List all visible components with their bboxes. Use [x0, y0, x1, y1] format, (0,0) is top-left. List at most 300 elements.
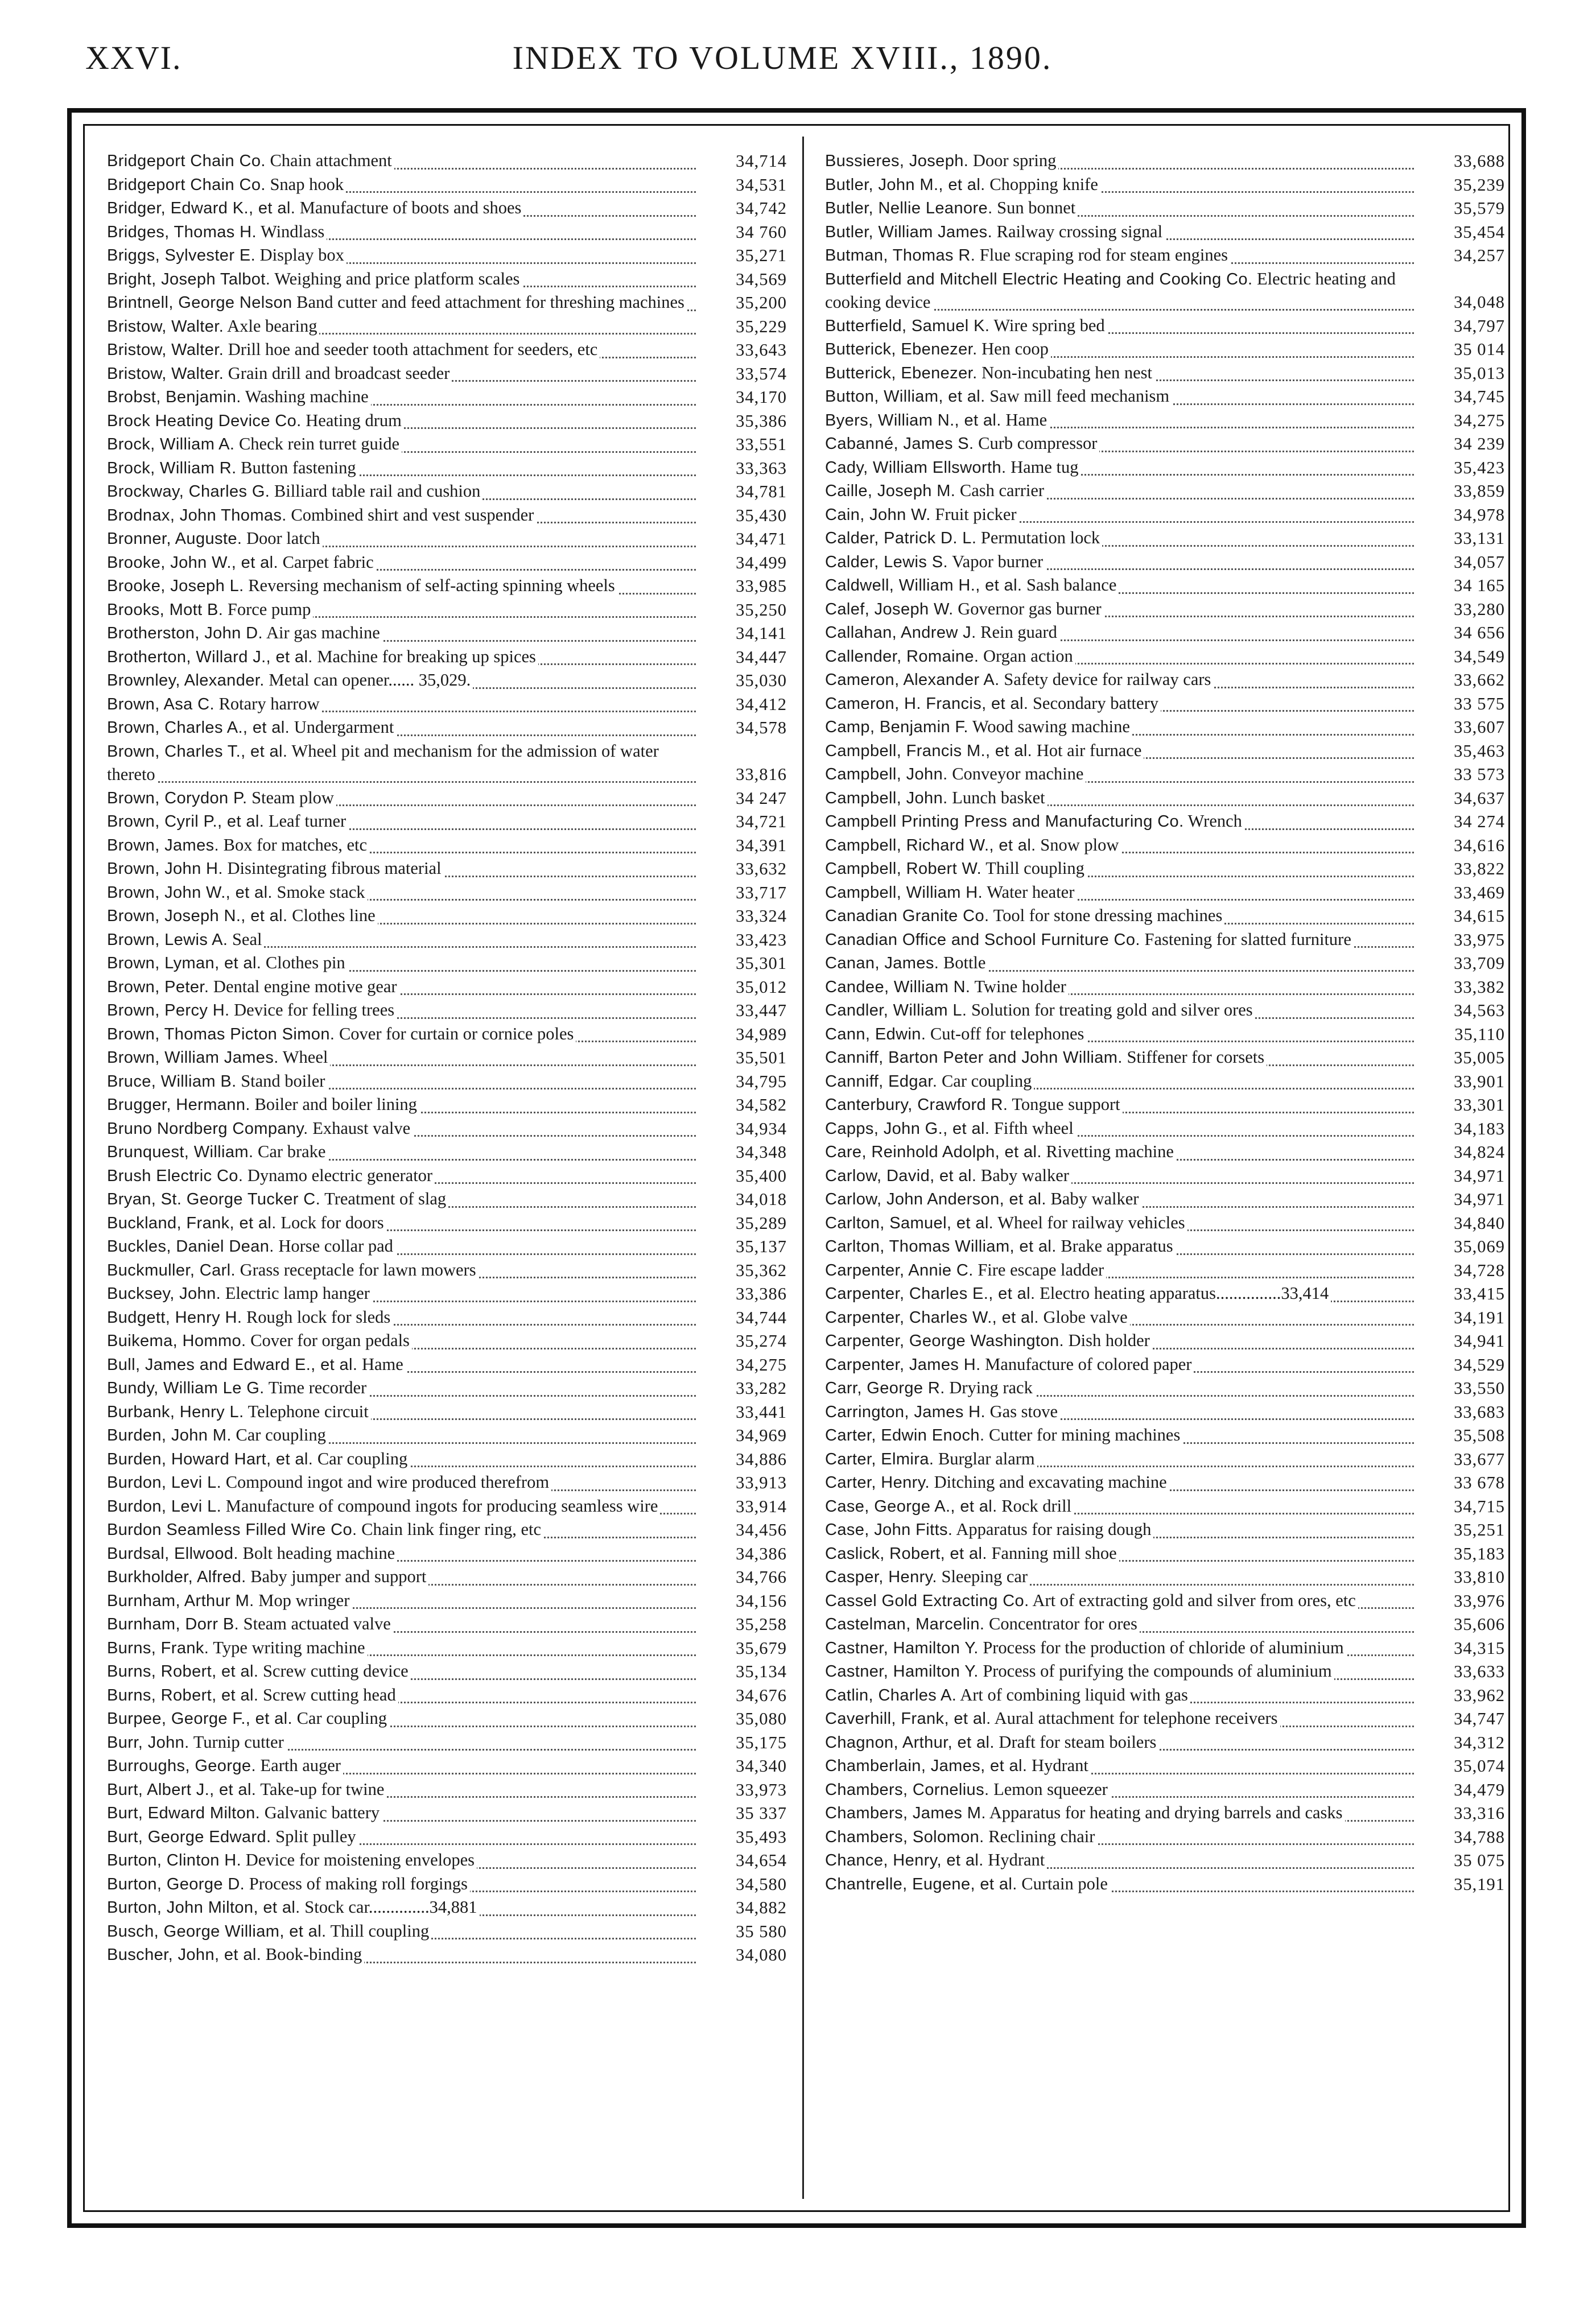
patent-number: 33 575 [1454, 694, 1505, 713]
index-entry-text [107, 1825, 696, 1849]
index-entry-text [825, 1447, 1414, 1471]
patentee-name: Brooks, Mott B. [107, 600, 224, 619]
patentee-name: Calder, Lewis S. [825, 552, 948, 571]
patentee-name: Capps, John G., et al. [825, 1119, 990, 1138]
patentee-name: Burns, Frank. [107, 1638, 209, 1657]
index-entry-text [825, 1660, 1414, 1683]
index-entry-text [825, 810, 1414, 833]
patent-number: 35,301 [736, 954, 787, 973]
patentee-name: Budgett, Henry H. [107, 1308, 242, 1327]
index-entry-text [107, 1046, 696, 1070]
invention-description: Apparatus for heating and drying barrels and casks [989, 1803, 1343, 1822]
index-entry [107, 975, 787, 999]
patentee-name: Bussieres, Joseph. [825, 152, 969, 170]
patentee-name: Burton, Clinton H. [107, 1851, 242, 1869]
index-entry-text [825, 833, 1414, 857]
index-entry [107, 1211, 787, 1235]
index-entry [107, 1636, 787, 1660]
index-entry-text [107, 267, 696, 291]
invention-description: Device for felling trees [234, 1000, 395, 1020]
invention-description: Disintegrating fibrous material [227, 859, 442, 878]
patent-number: 33,662 [1454, 670, 1505, 690]
invention-description: Hydrant [1031, 1756, 1088, 1775]
patentee-name: Burkholder, Alfred. [107, 1568, 246, 1586]
patentee-name: Burdon Seamless Filled Wire Co. [107, 1521, 357, 1539]
index-entry-text [825, 1211, 1414, 1235]
index-entry [825, 739, 1505, 763]
invention-description: Wheel pit and mechanism for the admission of water thereto [107, 741, 659, 784]
patentee-name: Canniff, Edgar. [825, 1072, 938, 1091]
invention-description: Cash carrier [959, 481, 1045, 500]
patentee-name: Buikema, Hommo. [107, 1332, 246, 1350]
patentee-name: Brobst, Benjamin. [107, 388, 241, 406]
index-entry-text [825, 173, 1414, 197]
invention-description: Wheel for railway vehicles [997, 1212, 1185, 1232]
patentee-name: Brown, Corydon P. [107, 789, 248, 807]
patentee-name: Carlow, David, et al. [825, 1166, 977, 1185]
index-entry-text [107, 1400, 696, 1424]
patentee-name: Busch, George William, et al. [107, 1922, 327, 1941]
patentee-name: Brock, William R. [107, 459, 237, 477]
index-entry-text [107, 1329, 696, 1353]
patentee-name: Burt, Edward Milton. [107, 1804, 261, 1822]
patentee-name: Brodnax, John Thomas. [107, 506, 287, 525]
patent-number: 35,137 [736, 1237, 787, 1256]
invention-description: Hydrant [988, 1850, 1045, 1869]
patentee-name: Chambers, Solomon. [825, 1827, 984, 1846]
patent-number: 34,529 [1454, 1355, 1505, 1375]
invention-description: Lock for doors [281, 1212, 384, 1232]
invention-description: Electric heating and cooking device [825, 269, 1396, 312]
patent-number: 34,969 [736, 1426, 787, 1445]
patent-number: 33,976 [1454, 1591, 1505, 1611]
index-entry [825, 267, 1505, 314]
index-entry [825, 243, 1505, 267]
index-entry [107, 716, 787, 740]
index-entry [107, 527, 787, 551]
patent-number: 35,501 [736, 1048, 787, 1067]
index-entry-text [825, 1518, 1414, 1542]
index-entry-text [825, 975, 1414, 999]
patent-number: 35,239 [1454, 175, 1505, 195]
index-entry-text [107, 786, 696, 810]
patentee-name: Buscher, John, et al. [107, 1946, 262, 1964]
patentee-name: Brooke, John W., et al. [107, 553, 278, 572]
invention-description: Cover for curtain or cornice poles [339, 1023, 574, 1043]
index-entry-text [825, 267, 1414, 314]
index-entry [107, 1943, 787, 1967]
invention-description: Screw cutting device [262, 1661, 409, 1681]
index-entry-text [825, 1801, 1414, 1825]
patent-number: 34 165 [1454, 576, 1505, 595]
patent-number: 34,840 [1454, 1213, 1505, 1233]
index-entry [825, 1329, 1505, 1353]
patentee-name: Chambers, James M. [825, 1804, 986, 1822]
patent-number: 34 247 [736, 788, 787, 808]
patentee-name: Brown, Joseph N., et al. [107, 907, 288, 925]
index-entry-text [107, 1235, 696, 1258]
patent-number: 35,258 [736, 1615, 787, 1634]
invention-description: Manufacture of colored paper [985, 1354, 1192, 1374]
index-entry [107, 1423, 787, 1447]
patentee-name: Brown, Peter. [107, 977, 209, 996]
patent-number: 35 014 [1454, 340, 1505, 359]
index-entry-text [825, 149, 1414, 173]
invention-description: Turnip cutter [193, 1732, 284, 1752]
index-entry [825, 1447, 1505, 1471]
patent-number: 33,382 [1454, 977, 1505, 997]
index-entry [107, 1093, 787, 1117]
page-number: XXVI. [85, 39, 182, 76]
index-entry-text [107, 1258, 696, 1282]
index-entry [107, 1778, 787, 1802]
patentee-name: Bristow, Walter. [107, 364, 224, 383]
index-entry-text [107, 1140, 696, 1164]
index-entry [825, 881, 1505, 905]
index-entry [825, 1848, 1505, 1872]
patentee-name: Chamberlain, James, et al. [825, 1757, 1028, 1775]
patent-number: 34,582 [736, 1095, 787, 1115]
invention-description: Billiard table rail and cushion [274, 481, 481, 501]
patent-number: 33,709 [1454, 954, 1505, 973]
patentee-name: Buckmuller, Carl. [107, 1261, 236, 1280]
index-entry-text [107, 1565, 696, 1589]
patentee-name: Care, Reinhold Adolph, et al. [825, 1143, 1042, 1161]
patent-number: 33,822 [1454, 859, 1505, 878]
invention-description: Aural attachment for telephone receivers [994, 1708, 1278, 1728]
patentee-name: Bundy, William Le G. [107, 1379, 265, 1397]
index-entry-text [825, 786, 1414, 810]
index-entry [107, 1376, 787, 1400]
patent-number: 33,316 [1454, 1803, 1505, 1823]
patent-number: 35,579 [1454, 199, 1505, 218]
index-entry-text [825, 881, 1414, 905]
index-entry [825, 1353, 1505, 1377]
patent-number: 33 678 [1454, 1473, 1505, 1492]
index-entry-text [107, 196, 696, 220]
index-entry-text [825, 692, 1414, 716]
patent-number: 35,012 [736, 977, 787, 997]
index-entry [107, 1542, 787, 1566]
index-entry-text [107, 527, 696, 551]
patentee-name: Burnham, Arthur M. [107, 1591, 254, 1610]
index-entry-text [107, 1164, 696, 1188]
index-entry [107, 668, 787, 692]
patent-number: 33,688 [1454, 151, 1505, 171]
patentee-name: Burdon, Levi L. [107, 1497, 222, 1516]
patentee-name: Callender, Romaine. [825, 647, 979, 666]
patentee-name: Casper, Henry. [825, 1568, 937, 1586]
patent-number: 33,282 [736, 1379, 787, 1398]
patentee-name: Campbell, John. [825, 789, 948, 807]
index-entry-text [825, 1022, 1414, 1046]
invention-description: Heating drum [306, 410, 402, 430]
patent-number: 34,563 [1454, 1001, 1505, 1020]
invention-description: Screw cutting head [262, 1685, 396, 1704]
patent-number: 35,183 [1454, 1543, 1505, 1563]
index-entry-text [107, 928, 696, 952]
index-entry-text [825, 1495, 1414, 1518]
patent-number: 34,721 [736, 812, 787, 831]
patent-number: 34,797 [1454, 316, 1505, 336]
index-entry-text [825, 1164, 1414, 1188]
patentee-name: Catlin, Charles A. [825, 1686, 957, 1704]
index-entry [825, 715, 1505, 739]
invention-description: Organ action [983, 646, 1073, 666]
patent-number: 35,251 [1454, 1520, 1505, 1540]
patentee-name: Bruce, William B. [107, 1072, 237, 1091]
index-entry-text [107, 1848, 696, 1872]
patentee-name: Burdon, Levi L. [107, 1474, 222, 1492]
index-entry-text [825, 1754, 1414, 1778]
index-entry [825, 1518, 1505, 1542]
index-entry [107, 1046, 787, 1070]
patentee-name: Brown, Cyril P., et al. [107, 812, 265, 831]
index-entry [825, 1636, 1505, 1660]
index-entry [825, 361, 1505, 385]
index-entry [107, 551, 787, 575]
index-entry [107, 645, 787, 669]
index-entry [825, 526, 1505, 550]
patent-number: 34,447 [736, 647, 787, 667]
patentee-name: Carlton, Samuel, et al. [825, 1214, 994, 1232]
invention-description: Permutation lock [980, 528, 1100, 547]
patent-number: 34,348 [736, 1142, 787, 1162]
index-entry [825, 597, 1505, 621]
index-entry [825, 1187, 1505, 1211]
patent-number: 34,580 [736, 1874, 787, 1894]
invention-description: Lunch basket [952, 787, 1045, 807]
invention-description: Fanning mill shoe [991, 1543, 1117, 1563]
index-entry [825, 1423, 1505, 1447]
index-entry-text [825, 951, 1414, 975]
index-entry-text [107, 1376, 696, 1400]
index-entry-text [825, 550, 1414, 574]
invention-description: Split pulley [275, 1826, 356, 1846]
patent-number: 34,766 [736, 1567, 787, 1587]
patentee-name: Brock Heating Device Co. [107, 411, 302, 430]
invention-description: Car coupling [317, 1448, 408, 1468]
patentee-name: Butler, William James. [825, 222, 993, 241]
invention-description: Bolt heading machine [242, 1543, 395, 1563]
patent-number: 35,134 [736, 1662, 787, 1681]
patent-number: 35,229 [736, 316, 787, 336]
index-entry-text [107, 1447, 696, 1471]
index-entry [825, 432, 1505, 456]
patentee-name: Burden, Howard Hart, et al. [107, 1450, 314, 1468]
index-entry [825, 810, 1505, 833]
index-entry-text [825, 220, 1414, 244]
index-entry-text [107, 881, 696, 905]
patent-number: 33,985 [736, 576, 787, 596]
index-entry [825, 503, 1505, 527]
patentee-name: Bronner, Auguste. [107, 530, 242, 548]
patentee-name: Burdsal, Ellwood. [107, 1544, 238, 1563]
invention-description: Stiffener for corsets [1127, 1047, 1265, 1067]
page-header [85, 39, 1479, 101]
patentee-name: Carpenter, James H. [825, 1355, 981, 1374]
index-entry [825, 1612, 1505, 1636]
index-entry-text [825, 1306, 1414, 1330]
index-entry-text [107, 243, 696, 267]
index-entry [825, 1164, 1505, 1188]
index-entry [107, 740, 787, 786]
patentee-name: Brown, Charles T., et al. [107, 742, 288, 761]
index-entry [107, 786, 787, 810]
index-entry [107, 1660, 787, 1683]
invention-description: Steam actuated valve [243, 1614, 391, 1633]
index-entry-text [825, 408, 1414, 432]
index-entry [107, 1164, 787, 1188]
patent-number: 33,973 [736, 1780, 787, 1800]
patent-number: 33,632 [736, 859, 787, 878]
patentee-name: Candee, William N. [825, 977, 971, 996]
index-entry-text [107, 173, 696, 197]
patent-number: 33,574 [736, 364, 787, 383]
invention-description: Rein guard [980, 622, 1057, 642]
patentee-name: Brotherston, John D. [107, 624, 263, 642]
patent-number: 35,423 [1454, 457, 1505, 477]
index-entry-text [825, 739, 1414, 763]
leader-dots [107, 781, 696, 783]
invention-description: Wire spring bed [993, 315, 1105, 335]
patent-number: 33,386 [736, 1284, 787, 1303]
invention-description: Secondary battery [1032, 693, 1158, 713]
patentee-name: Carter, Elmira. [825, 1450, 934, 1468]
patent-number: 34,882 [736, 1898, 787, 1917]
index-entry [107, 1140, 787, 1164]
index-entry [825, 173, 1505, 197]
invention-description: Grain drill and broadcast seeder [228, 363, 450, 383]
index-entry-text [107, 1683, 696, 1707]
index-entry-text [825, 1872, 1414, 1896]
patent-number: 35,493 [736, 1827, 787, 1847]
index-entry [107, 1329, 787, 1353]
patent-number: 35,271 [736, 246, 787, 265]
patent-number: 35,400 [736, 1166, 787, 1186]
patentee-name: Brugger, Hermann. [107, 1096, 250, 1114]
patent-number: 34,615 [1454, 906, 1505, 926]
index-entry [825, 1376, 1505, 1400]
invention-description: Leaf turner [268, 811, 347, 831]
index-entry [107, 928, 787, 952]
index-entry-text [825, 1542, 1414, 1566]
index-entry-text [107, 315, 696, 339]
patentee-name: Burton, John Milton, et al. [107, 1898, 300, 1917]
index-entry [825, 1211, 1505, 1235]
index-entry [107, 1306, 787, 1330]
index-entry [825, 668, 1505, 692]
patent-number: 33,914 [736, 1496, 787, 1516]
index-entry [107, 503, 787, 527]
patent-number: 34,616 [1454, 835, 1505, 855]
patent-number: 34,549 [1454, 646, 1505, 666]
index-entry-text [107, 362, 696, 386]
index-entry-text [825, 1848, 1414, 1872]
index-entry [825, 1660, 1505, 1683]
invention-description: Reversing mechanism of self-acting spinning wheels [248, 576, 615, 595]
invention-description: Concentrator for ores [989, 1614, 1137, 1633]
invention-description: Sleeping car [941, 1567, 1028, 1586]
index-entry [825, 1258, 1505, 1282]
patentee-name: Brunquest, William. [107, 1143, 254, 1161]
patentee-name: Campbell Printing Press and Manufacturing Co. [825, 812, 1184, 831]
index-entry [107, 1896, 787, 1920]
patentee-name: Caille, Joseph M. [825, 482, 956, 500]
patent-number: 34,728 [1454, 1260, 1505, 1280]
index-entry-text [825, 762, 1414, 786]
invention-description: Carpet fabric [282, 552, 374, 572]
index-entry-text [825, 385, 1414, 408]
invention-description: Reclining chair [988, 1826, 1095, 1846]
patent-number: 35,200 [736, 293, 787, 312]
index-entry [107, 1872, 787, 1896]
patent-number: 34 239 [1454, 434, 1505, 453]
invention-description: Windlass [261, 221, 325, 241]
patentee-name: Burt, Albert J., et al. [107, 1780, 257, 1799]
patentee-name: Bryan, St. George Tucker C. [107, 1190, 321, 1208]
patentee-name: Cady, William Ellsworth. [825, 458, 1007, 477]
invention-description: Type writing machine [213, 1637, 365, 1657]
index-entry [107, 149, 787, 173]
index-entry-text [107, 1282, 696, 1306]
patent-number: 34,191 [1454, 1307, 1505, 1327]
index-entry [107, 951, 787, 975]
patentee-name: Brotherton, Willard J., et al. [107, 647, 313, 666]
patent-number: 33,913 [736, 1473, 787, 1492]
index-entry [825, 904, 1505, 928]
index-entry [107, 574, 787, 598]
index-entry [107, 432, 787, 456]
patentee-name: Burbank, Henry L. [107, 1402, 244, 1421]
patentee-name: Brown, Lewis A. [107, 930, 228, 949]
invention-description: Rough lock for sleds [246, 1307, 391, 1327]
patent-number: 35,463 [1454, 741, 1505, 761]
patent-number: 35,030 [736, 671, 787, 690]
patent-number: 33,975 [1454, 930, 1505, 950]
invention-description: Lemon squeezer [993, 1779, 1108, 1799]
index-entry [107, 833, 787, 857]
index-entry [107, 362, 787, 386]
patent-number: 33,550 [1454, 1379, 1505, 1398]
patent-number: 34,170 [736, 387, 787, 407]
patent-number: 34,531 [736, 175, 787, 195]
patent-number: 34,941 [1454, 1331, 1505, 1351]
invention-description: Non-incubating hen nest [981, 362, 1153, 382]
patent-number: 34,156 [736, 1591, 787, 1611]
patent-number: 35,110 [1454, 1024, 1505, 1044]
index-entry-text [107, 833, 696, 857]
index-entry [825, 314, 1505, 338]
invention-description: Galvanic battery [264, 1803, 380, 1822]
patentee-name: Brown, William James. [107, 1049, 279, 1067]
patent-number: 33,441 [736, 1402, 787, 1422]
patent-number: 34,315 [1454, 1638, 1505, 1658]
index-entry [107, 456, 787, 480]
invention-description: Snow plow [1040, 835, 1119, 855]
patent-number: 35,386 [736, 411, 787, 431]
patent-number: 35,454 [1454, 222, 1505, 242]
invention-description: Baby jumper and support [250, 1567, 427, 1586]
patentee-name: Carlow, John Anderson, et al. [825, 1190, 1046, 1208]
patentee-name: Brown, John W., et al. [107, 883, 273, 902]
index-entry [825, 1140, 1505, 1164]
index-entry [825, 1306, 1505, 1330]
patentee-name: Chagnon, Arthur, et al. [825, 1733, 995, 1752]
index-entry [825, 1754, 1505, 1778]
invention-description: Display box [259, 245, 344, 265]
index-entry-text [825, 1589, 1414, 1613]
